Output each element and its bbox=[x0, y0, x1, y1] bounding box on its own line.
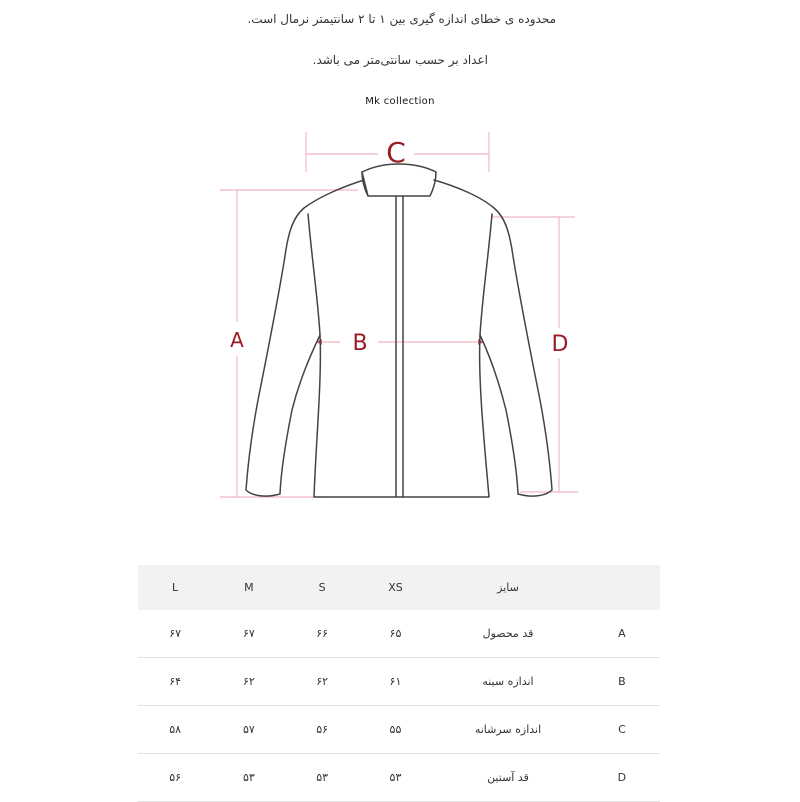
measurement-error-note: محدوده ی خطای اندازه گیری بین ۱ تا ۲ سانتیمتر نرمال است. bbox=[247, 12, 556, 26]
cell-xs: ۵۵ bbox=[359, 706, 432, 754]
cell-label: اندازه سینه bbox=[432, 658, 584, 706]
cell-m: ۶۷ bbox=[212, 610, 285, 658]
header-size-m: M bbox=[212, 565, 285, 610]
cell-l: ۶۴ bbox=[138, 658, 212, 706]
cell-code: C bbox=[584, 706, 660, 754]
header-size-s: S bbox=[286, 565, 359, 610]
dimension-letter-b: B bbox=[352, 331, 368, 356]
cell-l: ۵۸ bbox=[138, 706, 212, 754]
header-code bbox=[584, 565, 660, 610]
cell-label: اندازه سرشانه bbox=[432, 706, 584, 754]
cell-m: ۵۷ bbox=[212, 706, 285, 754]
size-chart-table bbox=[138, 565, 660, 802]
cell-xs: ۶۱ bbox=[359, 658, 432, 706]
cell-xs: ۶۵ bbox=[359, 610, 432, 658]
cell-label: قد محصول bbox=[432, 610, 584, 658]
cell-m: ۶۲ bbox=[212, 658, 285, 706]
dimension-lines bbox=[220, 132, 578, 497]
header-size-xs: XS bbox=[359, 565, 432, 610]
jacket-outline bbox=[246, 164, 552, 497]
header-size-label: سایز bbox=[432, 565, 584, 610]
table-header-row bbox=[138, 565, 660, 610]
cell-s: ۵۶ bbox=[286, 706, 359, 754]
cell-s: ۶۶ bbox=[286, 610, 359, 658]
dimension-letter-a: A bbox=[230, 328, 244, 352]
table-row bbox=[138, 610, 660, 658]
cell-code: B bbox=[584, 658, 660, 706]
cell-xs: ۵۳ bbox=[359, 754, 432, 802]
units-note: اعداد بر حسب سانتی‌متر می باشد. bbox=[312, 53, 488, 67]
cell-s: ۶۲ bbox=[286, 658, 359, 706]
cell-l: ۵۶ bbox=[138, 754, 212, 802]
cell-l: ۶۷ bbox=[138, 610, 212, 658]
table-row bbox=[138, 706, 660, 754]
dimension-letter-d: D bbox=[551, 332, 569, 357]
cell-label: قد آستین bbox=[432, 754, 584, 802]
cell-s: ۵۳ bbox=[286, 754, 359, 802]
cell-code: A bbox=[584, 610, 660, 658]
cell-code: D bbox=[584, 754, 660, 802]
table-row bbox=[138, 658, 660, 706]
dimension-letter-c: C bbox=[386, 136, 406, 169]
table-row bbox=[138, 754, 660, 802]
brand-name: Mk collection bbox=[365, 96, 435, 107]
cell-m: ۵۳ bbox=[212, 754, 285, 802]
header-size-l: L bbox=[138, 565, 212, 610]
